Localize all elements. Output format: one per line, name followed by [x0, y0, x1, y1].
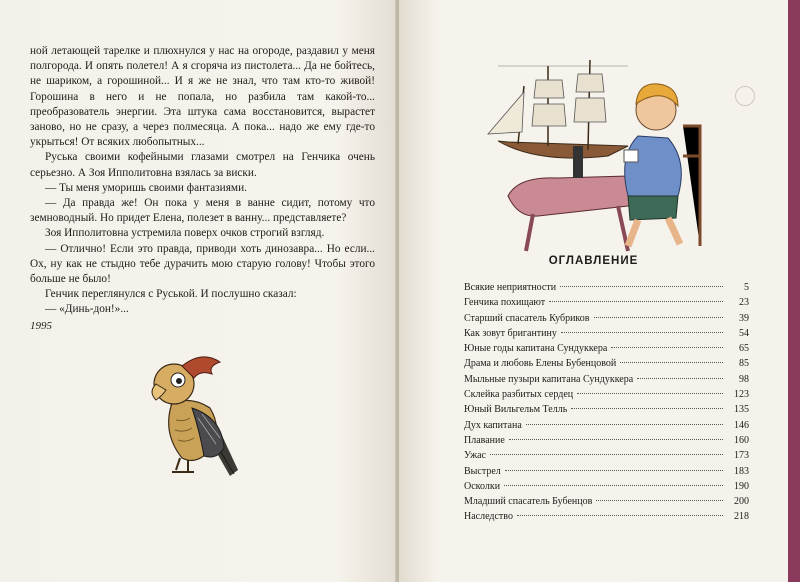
toc-leader-dots: [594, 317, 724, 318]
toc-entry-title: Драма и любовь Елены Бубенцовой: [464, 358, 617, 370]
toc-entry-page: 173: [734, 450, 749, 462]
body-paragraph: Зоя Ипполитовна устремила поверх очков строгий взгляд.: [45, 227, 325, 240]
toc-entry-title: Дух капитана: [464, 419, 522, 431]
toc-leader-dots: [577, 393, 723, 394]
toc-entry: [464, 511, 749, 526]
toc-entry: [464, 358, 749, 373]
toc-entry-page: 218: [734, 511, 749, 523]
toc-entry-page: 146: [734, 419, 749, 431]
page-stamp-icon: [735, 86, 755, 106]
toc-entry-page: 190: [734, 480, 749, 492]
toc-entry-page: 200: [734, 496, 749, 508]
toc-entry-page: 135: [734, 404, 749, 416]
toc-entry: [464, 282, 749, 297]
body-paragraph: Генчик переглянулся с Руськой. И послушно сказал:: [45, 288, 297, 301]
toc-entry-page: 65: [739, 343, 749, 355]
toc-entry-title: Ужас: [464, 450, 486, 462]
table-of-contents: [464, 282, 749, 527]
toc-entry-title: Юный Вильгельм Телль: [464, 404, 568, 416]
toc-entry: [464, 450, 749, 465]
toc-entry: [464, 328, 749, 343]
toc-entry: [464, 389, 749, 404]
toc-leader-dots: [549, 301, 723, 302]
toc-entry: [464, 404, 749, 419]
body-paragraph: — «Динь-дон!»...: [45, 303, 129, 316]
toc-leader-dots: [596, 500, 723, 501]
toc-entry-title: Генчика похищают: [464, 297, 546, 309]
parrot-illustration: [142, 348, 252, 488]
toc-entry-title: Осколки: [464, 480, 501, 492]
toc-entry: [464, 435, 749, 450]
toc-entry-title: Как зовут бригантину: [464, 327, 557, 339]
toc-entry-page: 85: [739, 358, 749, 370]
toc-title: ОГЛАВЛЕНИЕ: [548, 255, 639, 267]
body-paragraph: — Отлично! Если это правда, приводи хоть динозавра... Но если... Ох, ну как не стыдно тебе дурачить мою старую голову! Чтобы этого больше не было!: [30, 242, 375, 286]
date-line: 1995: [30, 320, 52, 332]
toc-leader-dots: [526, 424, 723, 425]
body-paragraph: — Да правда же! Он пока у меня в ванне сидит, потому что земноводный. Но придет Елена, полезет в ванну... представляете?: [30, 197, 375, 225]
toc-entry-title: Старший спасатель Кубриков: [464, 312, 590, 324]
toc-entry-page: 5: [744, 282, 749, 293]
toc-entry: [464, 313, 749, 328]
toc-entry: [464, 466, 749, 481]
toc-entry-page: 160: [734, 434, 749, 446]
toc-entry-page: 183: [734, 465, 749, 477]
toc-leader-dots: [637, 378, 723, 379]
toc-entry: [464, 481, 749, 496]
body-text: [30, 44, 375, 318]
toc-entry-title: Наследство: [464, 511, 513, 523]
toc-entry-page: 54: [739, 327, 749, 339]
toc-entry-title: Всякие неприятности: [464, 282, 557, 293]
toc-entry-title: Выстрел: [464, 465, 501, 477]
toc-leader-dots: [517, 515, 723, 516]
toc-leader-dots: [620, 362, 723, 363]
toc-leader-dots: [560, 286, 723, 287]
toc-entry-title: Юные годы капитана Сундуккера: [464, 343, 608, 355]
toc-entry-page: 98: [739, 373, 749, 385]
toc-entry-title: Младший спасатель Бубенцов: [464, 496, 593, 508]
toc-entry: [464, 297, 749, 312]
boy-with-ship-model-illustration: [478, 46, 708, 256]
body-paragraph: — Ты меня уморишь своими фантазиями.: [45, 181, 247, 194]
toc-leader-dots: [571, 408, 723, 409]
book-edge: [788, 0, 800, 582]
toc-entry: [464, 420, 749, 435]
body-paragraph: Руська своими кофейными глазами смотрел на Генчика очень серьезно. А Зоя Ипполитовна взялась за виски.: [30, 151, 375, 179]
toc-leader-dots: [509, 439, 723, 440]
toc-leader-dots: [611, 347, 723, 348]
left-page: [0, 0, 397, 582]
toc-entry-page: 23: [739, 297, 749, 309]
body-paragraph: ной летающей тарелке и плюхнулся у нас на огороде, раздавил у меня полгорода. И опять полетел! А я сгоряча из пистолета... Да не бойтесь, не шариком, а горошиной... И я же не знал, что там кто-то живой! Горошина в него и не попала, но разбила там какой-то... преобразователь энергии. Эта штука сама восстановится, вырастет заново, но не сразу, а через полмесяца. А пока... надо же ему где-то укрыться! От всяких любопытных...: [30, 45, 375, 149]
toc-entry-title: Плавание: [464, 434, 505, 446]
toc-entry: [464, 496, 749, 511]
toc-entry: [464, 374, 749, 389]
toc-entry-title: Склейка разбитых сердец: [464, 389, 574, 401]
toc-leader-dots: [561, 332, 723, 333]
toc-entry-page: 123: [734, 389, 749, 401]
toc-leader-dots: [490, 454, 723, 455]
toc-entry: [464, 343, 749, 358]
toc-leader-dots: [504, 485, 723, 486]
toc-leader-dots: [505, 470, 723, 471]
toc-entry-title: Мыльные пузыри капитана Сундуккера: [464, 373, 634, 385]
toc-entry-page: 39: [739, 312, 749, 324]
